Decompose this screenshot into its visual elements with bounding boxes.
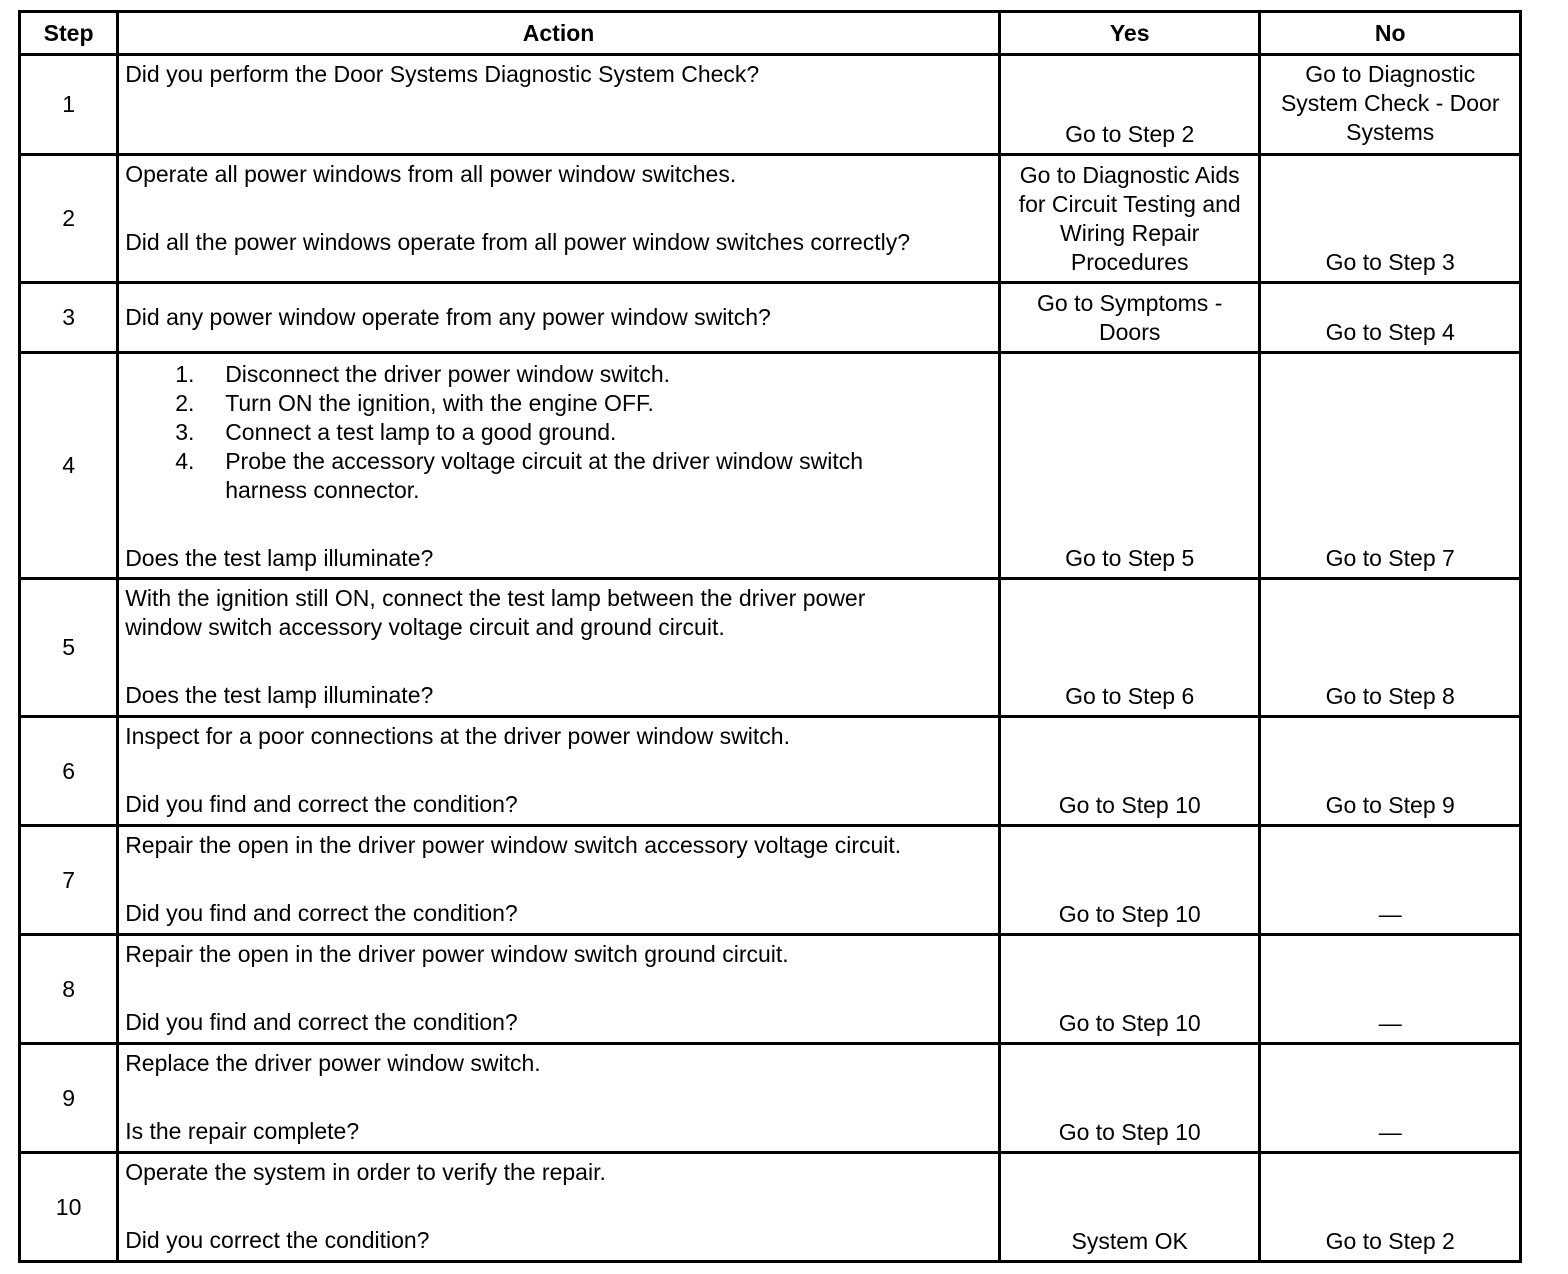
list-item (125, 418, 992, 447)
action-cell (118, 1044, 1000, 1153)
action-question: Is the repair complete? (125, 1118, 360, 1144)
no-cell: — (1260, 935, 1521, 1044)
no-cell: — (1260, 1044, 1521, 1153)
table-row (20, 826, 1521, 935)
yes-cell: Go to Step 2 (999, 55, 1260, 155)
table-row (20, 1044, 1521, 1153)
action-text: Operate all power windows from all power window switches. (125, 161, 737, 187)
no-cell: Go to Step 2 (1260, 1153, 1521, 1262)
header-no: No (1260, 12, 1521, 55)
step-number: 8 (20, 935, 118, 1044)
yes-cell: Go to Step 10 (999, 826, 1260, 935)
action-cell (118, 1153, 1000, 1262)
procedure-list (125, 360, 992, 505)
step-number: 3 (20, 283, 118, 353)
yes-cell: Go to Step 10 (999, 717, 1260, 826)
yes-cell: Go to Symptoms - Doors (999, 283, 1260, 353)
step-number: 4 (20, 353, 118, 579)
list-text: Turn ON the ignition, with the engine OFF. (225, 390, 654, 416)
step-number: 9 (20, 1044, 118, 1153)
list-number: 2. (175, 390, 195, 416)
step-number: 10 (20, 1153, 118, 1262)
action-cell (118, 283, 1000, 353)
action-cell (118, 353, 1000, 579)
action-text: Operate the system in order to verify the repair. (125, 1159, 606, 1185)
action-text: Did you perform the Door Systems Diagnostic System Check? (125, 61, 760, 87)
no-cell: — (1260, 826, 1521, 935)
table-row (20, 1153, 1521, 1262)
yes-cell: Go to Step 10 (999, 935, 1260, 1044)
list-number: 3. (175, 419, 195, 445)
yes-cell: Go to Diagnostic Aids for Circuit Testing and Wiring Repair Procedures (999, 155, 1260, 283)
step-number: 2 (20, 155, 118, 283)
action-text: Inspect for a poor connections at the driver power window switch. (125, 723, 790, 749)
list-item (125, 389, 992, 418)
action-question: Did you find and correct the condition? (125, 900, 518, 926)
step-number: 7 (20, 826, 118, 935)
table-row (20, 717, 1521, 826)
action-cell (118, 717, 1000, 826)
header-yes: Yes (999, 12, 1260, 55)
step-number: 1 (20, 55, 118, 155)
action-question: Did all the power windows operate from all power window switches correctly? (125, 229, 911, 255)
action-question: Did you correct the condition? (125, 1227, 430, 1253)
step-number: 6 (20, 717, 118, 826)
yes-cell: Go to Step 5 (999, 353, 1260, 579)
action-text: With the ignition still ON, connect the test lamp between the driver power window switch accessory voltage circuit and ground circuit. (125, 585, 866, 640)
list-text: Disconnect the driver power window switch. (225, 361, 671, 387)
yes-cell: System OK (999, 1153, 1260, 1262)
list-number: 4. (175, 448, 195, 474)
list-text: Probe the accessory voltage circuit at the driver window switch harness connector. (225, 448, 864, 503)
action-cell (118, 826, 1000, 935)
step-number: 5 (20, 579, 118, 717)
action-text: Repair the open in the driver power window switch accessory voltage circuit. (125, 832, 902, 858)
action-question: Did you find and correct the condition? (125, 791, 518, 817)
no-cell: Go to Step 4 (1260, 283, 1521, 353)
no-cell: Go to Diagnostic System Check - Door Systems (1260, 55, 1521, 155)
no-cell: Go to Step 3 (1260, 155, 1521, 283)
diagnostic-table (18, 10, 1522, 1263)
header-action: Action (118, 12, 1000, 55)
action-question: Does the test lamp illuminate? (125, 545, 434, 571)
header-row (20, 12, 1521, 55)
yes-cell: Go to Step 10 (999, 1044, 1260, 1153)
no-cell: Go to Step 7 (1260, 353, 1521, 579)
no-cell: Go to Step 9 (1260, 717, 1521, 826)
table-row (20, 155, 1521, 283)
action-cell (118, 155, 1000, 283)
action-text: Repair the open in the driver power window switch ground circuit. (125, 941, 789, 967)
action-cell (118, 935, 1000, 1044)
table-row (20, 935, 1521, 1044)
action-question: Did you find and correct the condition? (125, 1009, 518, 1035)
table-row (20, 55, 1521, 155)
action-text: Replace the driver power window switch. (125, 1050, 541, 1076)
table-row (20, 579, 1521, 717)
yes-cell: Go to Step 6 (999, 579, 1260, 717)
list-item (125, 447, 992, 505)
action-text: Did any power window operate from any power window switch? (125, 304, 771, 330)
no-cell: Go to Step 8 (1260, 579, 1521, 717)
action-cell (118, 55, 1000, 155)
table-row (20, 283, 1521, 353)
table-row (20, 353, 1521, 579)
action-cell (118, 579, 1000, 717)
action-question: Does the test lamp illuminate? (125, 682, 434, 708)
list-number: 1. (175, 361, 195, 387)
list-item (125, 360, 992, 389)
header-step: Step (20, 12, 118, 55)
list-text: Connect a test lamp to a good ground. (225, 419, 617, 445)
